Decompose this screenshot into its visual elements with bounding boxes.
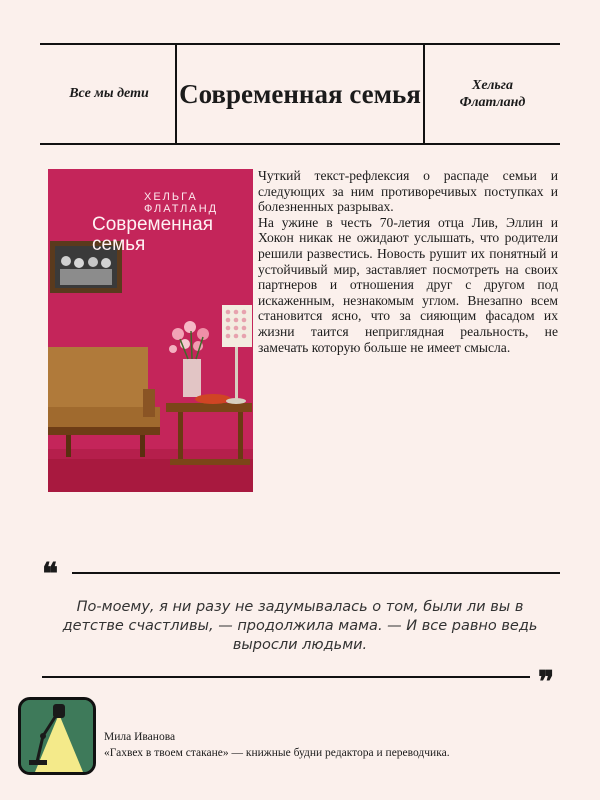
book-cover (48, 169, 253, 492)
cover-author: ХЕЛЬГА ФЛАТЛАНД (144, 191, 219, 215)
cover-title: Современная семья (92, 214, 213, 255)
open-quote-icon: ❝ (42, 557, 59, 592)
channel-logo (18, 697, 96, 775)
quote-bottom-rule (42, 676, 530, 678)
quote-top-rule (72, 572, 560, 574)
book-description (258, 168, 558, 355)
desk-lamp-icon (21, 700, 93, 772)
close-quote-icon: ❞ (538, 665, 555, 700)
book-author: Хельга Флатланд (459, 78, 526, 110)
signature-name: Мила Иванова (104, 731, 176, 743)
description-paragraph-2: На ужине в честь 70-летия отца Лив, Эллин и Хокон никак не ожидают услышать, что родители решили развестись. Новость рушит их понятный и устойчивый мир, заставляет посмотреть на своих партнеров и отношения друг с другом под искаженным, незнакомым углом. Внезапно всем становится ясно, что за сияющим фасадом их жизни таится неприглядная реальность, не замечать которую больше не имеет смысла. (258, 214, 558, 355)
book-quote: По-моему, я ни разу не задумывалась о том, были ли вы в детстве счастливы, — продолжила мама. — И все равно ведь выросли людьми. (62, 599, 538, 653)
signature-channel: «Гахвех в твоем стакане» — книжные будни редактора и переводчика. (104, 747, 450, 759)
bowl-icon (195, 394, 231, 404)
signature (104, 729, 450, 761)
series-label: Все мы дети (69, 86, 149, 101)
description-paragraph-1: Чуткий текст-рефлексия о распаде семьи и следующих за ним противоречивых поступках и болезненных разрывах. (258, 168, 558, 215)
book-title: Современная семья (179, 78, 421, 109)
